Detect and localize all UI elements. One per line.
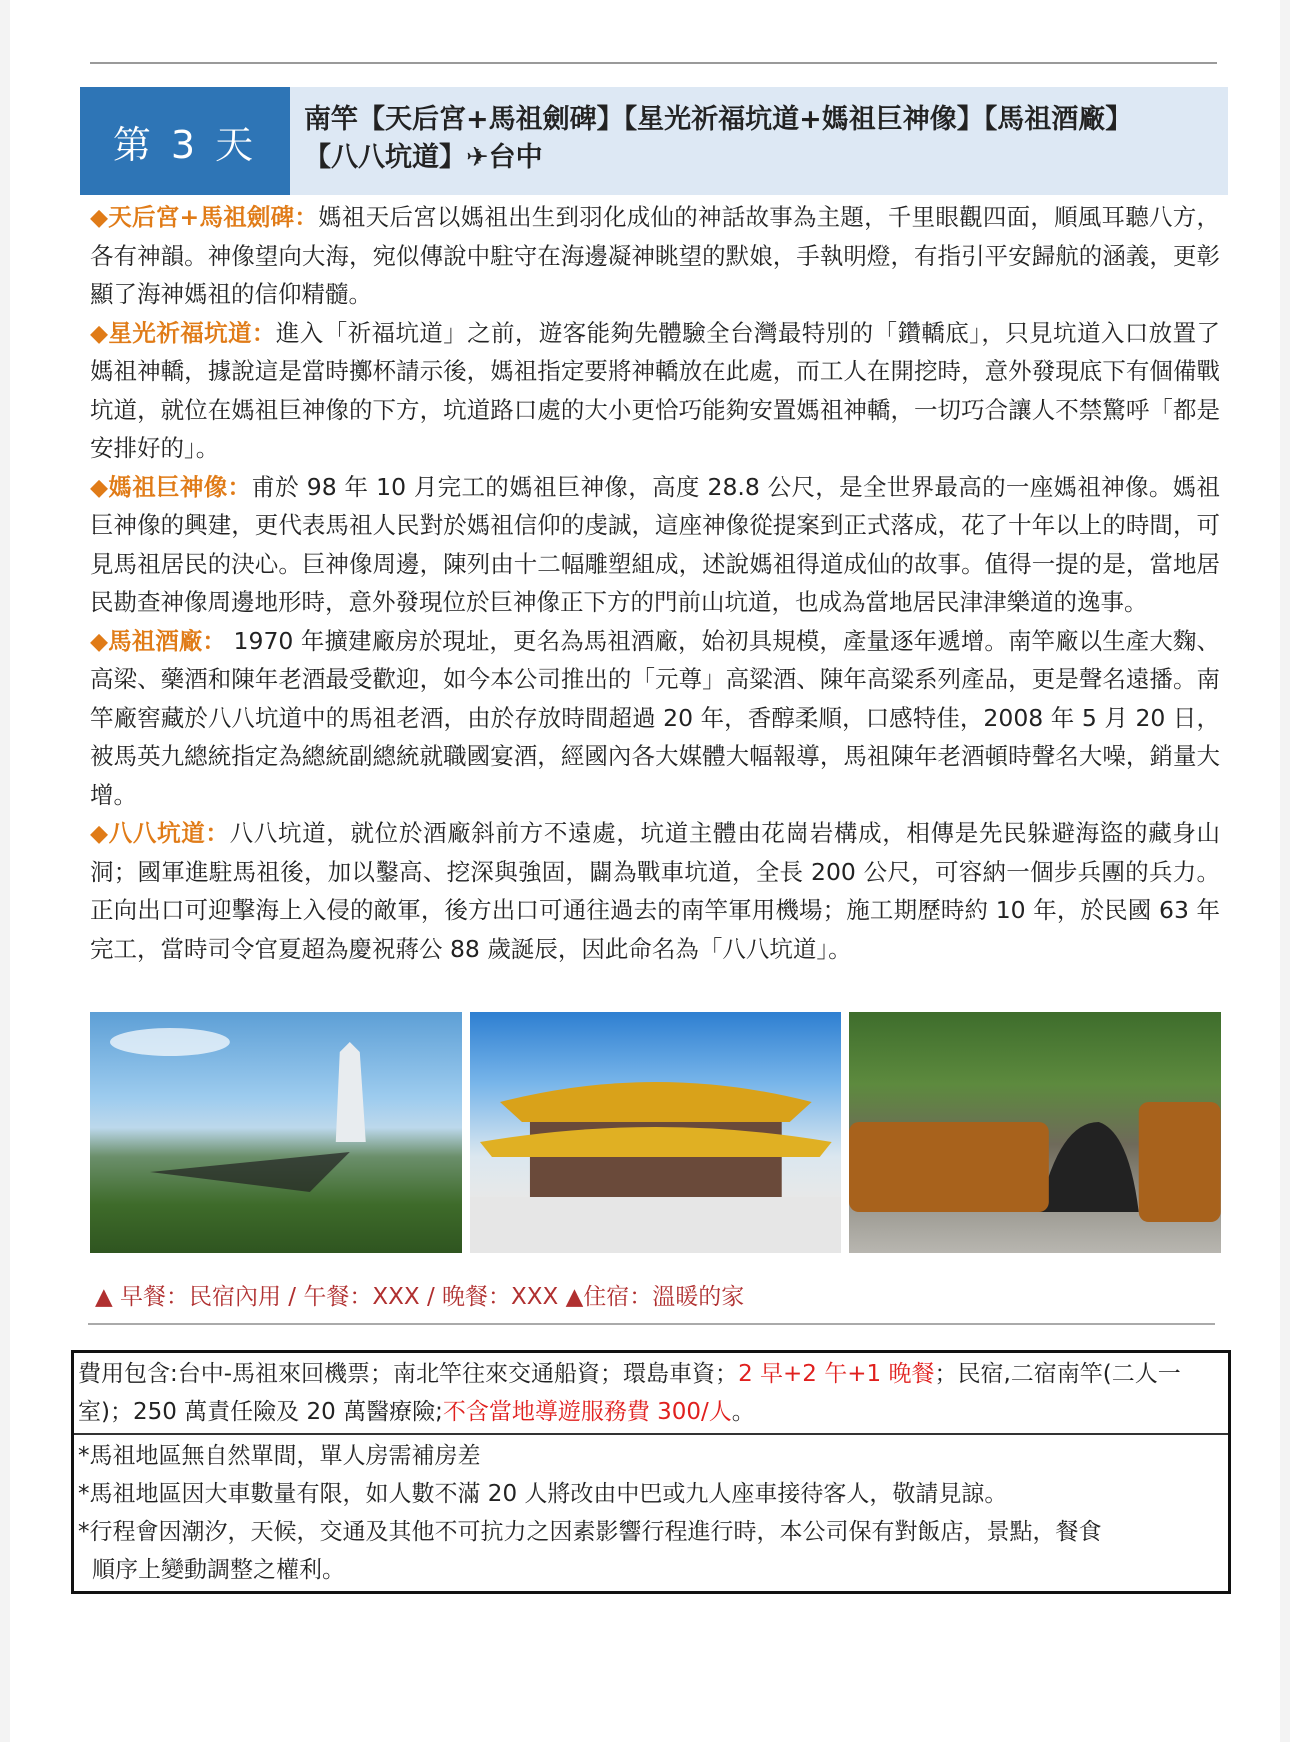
note: *行程會因潮汐，天候，交通及其他不可抗力之因素影響行程進行時，本公司保有對飯店，景點，餐食 — [78, 1519, 1102, 1545]
meals-lodging: ▲ 早餐：民宿內用 / 午餐：XXX / 晚餐：XXX ▲住宿：溫暖的家 — [95, 1284, 745, 1310]
photo-88-tunnel — [849, 1012, 1221, 1253]
section-heading: ◆媽祖巨神像： — [90, 472, 252, 501]
day-header — [80, 87, 1228, 195]
page — [10, 0, 1280, 1742]
section-winery — [90, 622, 1220, 815]
photo-strip — [90, 1012, 1221, 1253]
note: 順序上變動調整之權利。 — [92, 1557, 345, 1583]
fee-text: ；民宿,二宿南竿(二人一室)；250 萬責任險及 20 萬醫療險; — [78, 1361, 1181, 1425]
fees-included — [74, 1353, 1228, 1435]
photo-mazu-statue — [90, 1012, 462, 1253]
title-line-1: 南竿【天后宮+馬祖劍碑】【星光祈福坑道+媽祖巨神像】【馬祖酒廠】 — [304, 104, 1133, 135]
section-text: 甫於 98 年 10 月完工的媽祖巨神像，高度 28.8 公尺，是全世界最高的一座媽祖神像。媽祖巨神像的興建，更代表馬祖人民對於媽祖信仰的虔誠，這座神像從提案到正式落成，花了十年以上的時間，可見馬祖居民的決心。巨神像周邊，陳列由十二幅雕塑組成，述說媽祖得道成仙的故事。值得一提的是，當地居民勘查神像周邊地形時，意外發現位於巨神像正下方的門前山坑道，也成為當地居民津津樂道的逸事。 — [90, 472, 1220, 616]
section-heading: ◆星光祈福坑道： — [90, 318, 276, 347]
title-line-2: 【八八坑道】✈台中 — [304, 142, 543, 173]
section-heading: ◆天后宮+馬祖劍碑： — [90, 203, 319, 231]
section-88-tunnel — [90, 814, 1220, 968]
day-title — [290, 87, 1228, 195]
meals-included: 2 早+2 午+1 晚餐 — [738, 1361, 935, 1387]
fee-table — [71, 1350, 1231, 1594]
section-heading: ◆八八坑道： — [90, 819, 230, 847]
divider — [88, 1323, 1215, 1325]
itinerary-body — [90, 198, 1220, 968]
divider — [90, 62, 1217, 64]
note: *馬祖地區因大車數量有限，如人數不滿 20 人將改由中巴或九人座車接待客人，敬請見諒。 — [78, 1481, 1008, 1507]
fee-text: 費用包含:台中-馬祖來回機票；南北竿往來交通船資；環島車資； — [78, 1361, 739, 1387]
section-text: 媽祖天后宮以媽祖出生到羽化成仙的神話故事為主題，千里眼觀四面，順風耳聽八方，各有神韻。神像望向大海，宛似傳說中駐守在海邊凝神眺望的默娘，手執明燈，有指引平安歸航的涵義，更彰顯了海神媽祖的信仰精髓。 — [90, 203, 1220, 308]
note: *馬祖地區無自然單間，單人房需補房差 — [78, 1443, 481, 1469]
notes — [74, 1435, 1228, 1591]
section-tianhou — [90, 198, 1220, 314]
section-text: 八八坑道，就位於酒廠斜前方不遠處，坑道主體由花崗岩構成，相傳是先民躲避海盜的藏身山洞；國軍進駐馬祖後，加以鑿高、挖深與強固，闢為戰車坑道，全長 200 公尺，可容納一個步兵團的兵力。正向出口可迎擊海上入侵的敵軍，後方出口可通往過去的南竿軍用機場；施工期歷時約 10 年，於民國 63 年完工，當時司令官夏超為慶祝蔣公 88 歲誕辰，因此命名為「八八坑道」。 — [90, 819, 1220, 963]
section-mazu-statue — [90, 468, 1220, 622]
section-xingguang — [90, 314, 1220, 468]
fee-text: 。 — [731, 1399, 755, 1425]
section-heading: ◆馬祖酒廠： — [90, 626, 226, 655]
guide-fee-excluded: 不含當地導遊服務費 300/人 — [442, 1399, 732, 1425]
photo-temple — [470, 1012, 842, 1253]
section-text: 1970 年擴建廠房於現址，更名為馬祖酒廠，始初具規模，產量逐年遞增。南竿廠以生產大麴、高梁、藥酒和陳年老酒最受歡迎，如今本公司推出的「元尊」高粱酒、陳年高粱系列產品，更是聲名遠播。南竿廠窖藏於八八坑道中的馬祖老酒，由於存放時間超過 20 年，香醇柔順，口感特佳，2008 年 5 月 20 日，被馬英九總統指定為總統副總統就職國宴酒，經國內各大媒體大幅報導，馬祖陳年老酒頓時聲名大噪，銷量大增。 — [90, 626, 1221, 809]
section-text: 進入「祈福坑道」之前，遊客能夠先體驗全台灣最特別的「鑽轎底」，只見坑道入口放置了媽祖神轎，據說這是當時擲杯請示後，媽祖指定要將神轎放在此處，而工人在開挖時，意外發現底下有個備戰坑道，就位在媽祖巨神像的下方，坑道路口處的大小更恰巧能夠安置媽祖神轎，一切巧合讓人不禁驚呼「都是安排好的」。 — [90, 318, 1221, 462]
day-label: 第 3 天 — [80, 87, 290, 195]
